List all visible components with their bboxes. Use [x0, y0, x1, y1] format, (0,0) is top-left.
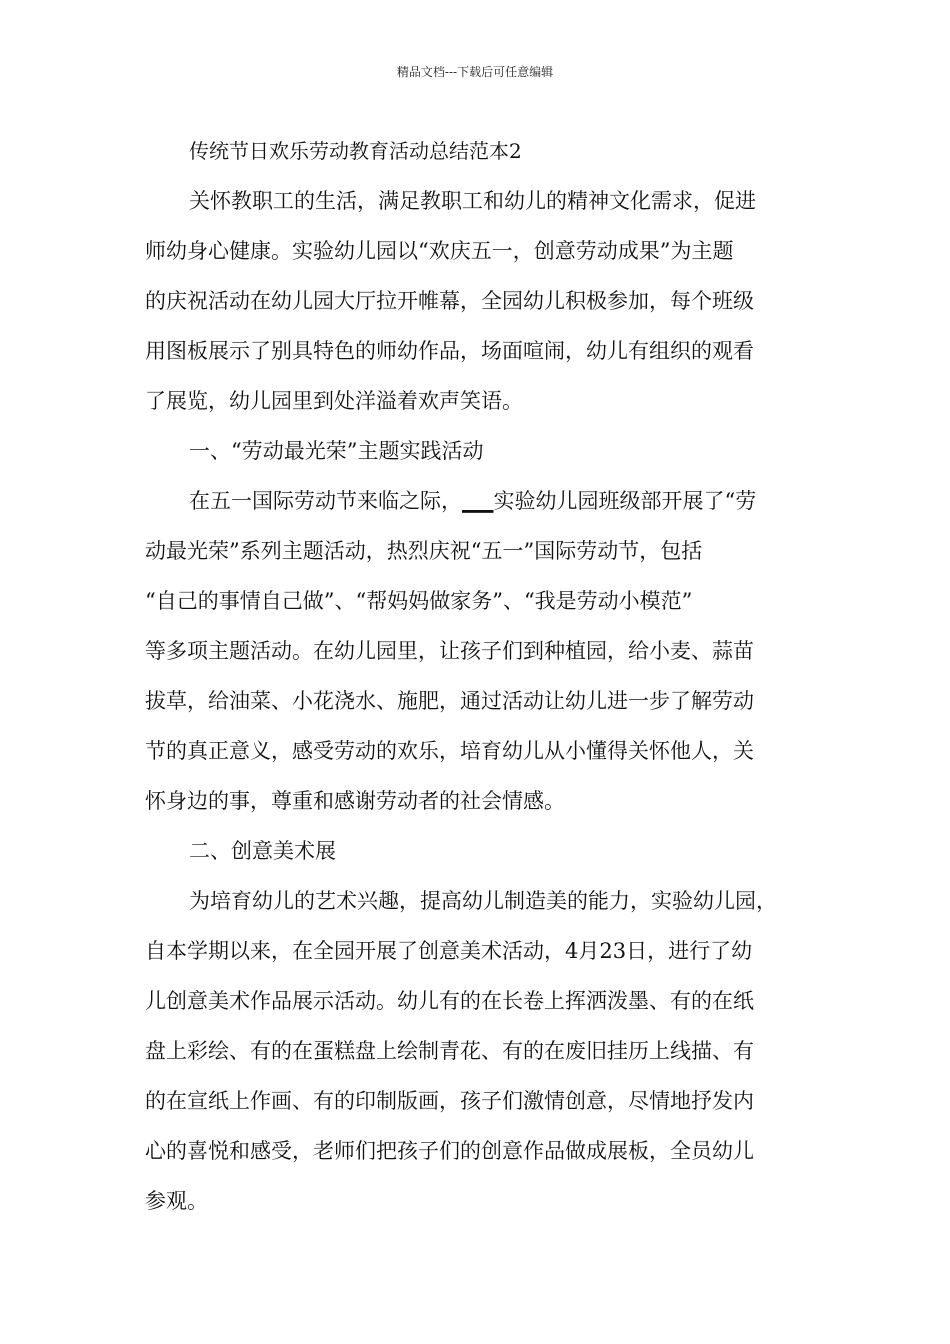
section1-line: “自己的事情自己做”、“帮妈妈做家务”、“我是劳动小模范” — [145, 589, 693, 613]
section1-line: 动最光荣”系列主题活动，热烈庆祝“五一”国际劳动节，包括 — [145, 539, 703, 563]
section2-line: 心的喜悦和感受，老师们把孩子们的创意作品做成展板，全员幼儿 — [145, 1139, 754, 1163]
section1-text: 在五一国际劳动节来临之际， — [189, 489, 462, 513]
intro-line: 关怀教职工的生活，满足教职工和幼儿的精神文化需求，促进 — [189, 189, 756, 213]
section2-line: 自本学期以来，在全园开展了创意美术活动，4月23日，进行了幼 — [145, 939, 753, 963]
section2-line: 盘上彩绘、有的在蛋糕盘上绘制青花、有的在废旧挂历上线描、有 — [145, 1039, 754, 1063]
section1-line: 拔草，给油菜、小花浇水、施肥，通过活动让幼儿进一步了解劳动 — [145, 689, 754, 713]
section1-line: 等多项主题活动。在幼儿园里，让孩子们到种植园，给小麦、蒜苗 — [145, 639, 754, 663]
document-body — [145, 126, 810, 1226]
intro-line: 用图板展示了别具特色的师幼作品，场面喧闹，幼儿有组织的观看 — [145, 339, 754, 363]
fill-in-blank: ___ — [462, 489, 494, 513]
section-heading-1: 一、“劳动最光荣”主题实践活动 — [189, 439, 484, 463]
section2-line: 儿创意美术作品展示活动。幼儿有的在长卷上挥洒泼墨、有的在纸 — [145, 989, 754, 1013]
page-header: 精品文档---下载后可任意编辑 — [396, 65, 554, 79]
section-heading-2: 二、创意美术展 — [189, 839, 336, 863]
section1-first-line — [145, 476, 810, 526]
section1-line: 节的真正意义，感受劳动的欢乐，培育幼儿从小懂得关怀他人，关 — [145, 739, 754, 763]
section1-text: 实验幼儿园班级部开展了“劳 — [493, 489, 757, 513]
document-title: 传统节日欢乐劳动教育活动总结范本2 — [189, 139, 522, 163]
intro-line: 师幼身心健康。实验幼儿园以“欢庆五一，创意劳动成果”为主题 — [145, 239, 734, 263]
section1-line: 怀身边的事，尊重和感谢劳动者的社会情感。 — [145, 789, 565, 813]
section2-line: 为培育幼儿的艺术兴趣，提高幼儿制造美的能力，实验幼儿园， — [189, 889, 777, 913]
section2-line: 参观。 — [145, 1189, 208, 1213]
intro-line: 的庆祝活动在幼儿园大厅拉开帷幕，全园幼儿积极参加，每个班级 — [145, 289, 754, 313]
section2-line: 的在宣纸上作画、有的印制版画，孩子们激情创意，尽情地抒发内 — [145, 1089, 754, 1113]
intro-line: 了展览，幼儿园里到处洋溢着欢声笑语。 — [145, 389, 523, 413]
